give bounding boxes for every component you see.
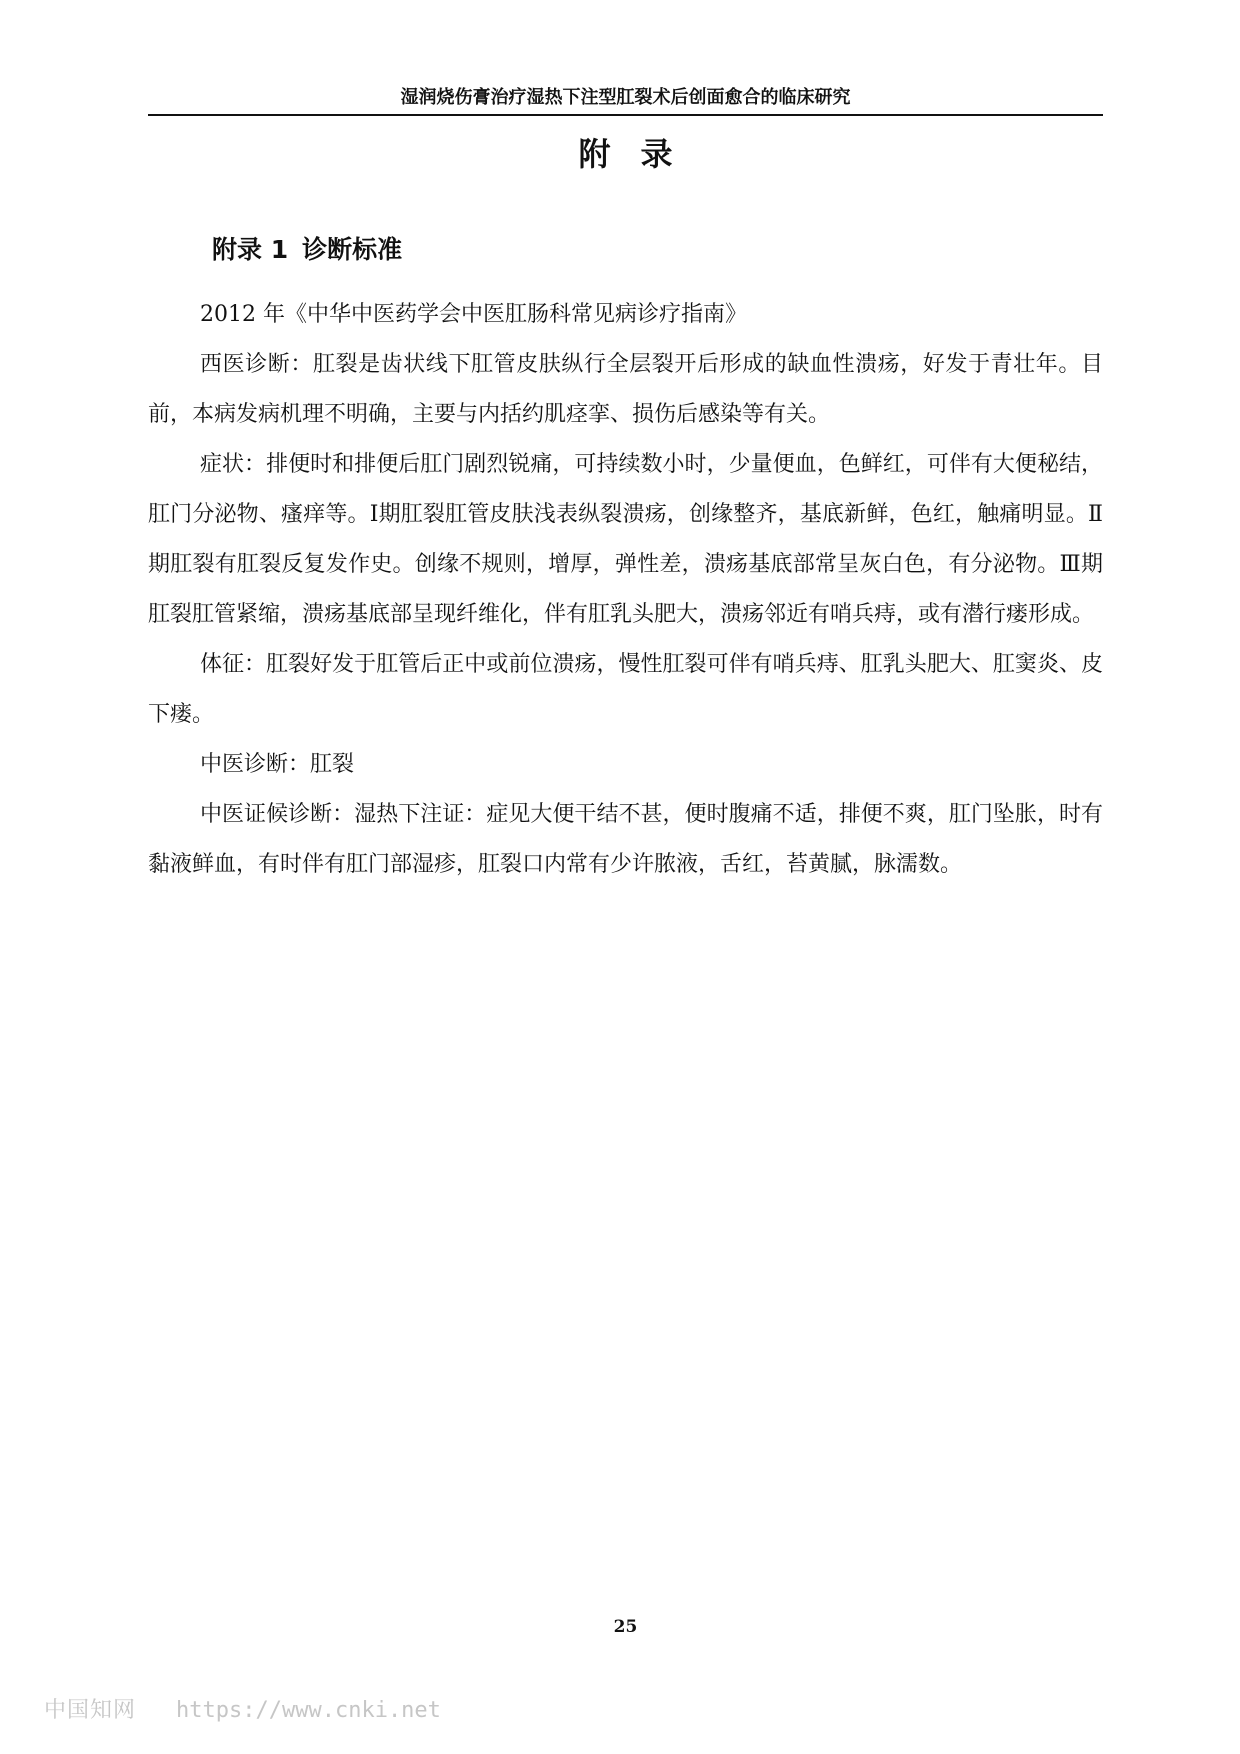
paragraph-tcm-syndrome: 中医证候诊断：湿热下注证：症见大便干结不甚，便时腹痛不适，排便不爽，肛门坠胀，时有黏液鲜血，有时伴有肛门部湿疹，肛裂口内常有少许脓液，舌红，苔黄腻，脉濡数。 bbox=[148, 802, 1103, 877]
watermark-logo-text: 中国知网 bbox=[44, 1698, 137, 1723]
paragraph-signs: 体征：肛裂好发于肛管后正中或前位溃疡，慢性肛裂可伴有哨兵痔、肛乳头肥大、肛窦炎、皮下瘘。 bbox=[148, 652, 1103, 727]
section-number: 附录 1 bbox=[212, 235, 289, 264]
section-heading bbox=[212, 232, 402, 268]
page-title: 附录 bbox=[578, 135, 703, 173]
header-rule bbox=[148, 114, 1103, 116]
watermark bbox=[44, 1697, 441, 1725]
page-number: 25 bbox=[613, 1617, 638, 1637]
paragraph-western-diagnosis: 西医诊断：肛裂是齿状线下肛管皮肤纵行全层裂开后形成的缺血性溃疡，好发于青壮年。目前，本病发病机理不明确，主要与内括约肌痉挛、损伤后感染等有关。 bbox=[148, 352, 1103, 427]
paragraph-symptoms: 症状：排便时和排便后肛门剧烈锐痛，可持续数小时，少量便血，色鲜红，可伴有大便秘结，肛门分泌物、瘙痒等。Ⅰ期肛裂肛管皮肤浅表纵裂溃疡，创缘整齐，基底新鲜，色红，触痛明显。Ⅱ期肛裂有肛裂反复发作史。创缘不规则，增厚，弹性差，溃疡基底部常呈灰白色，有分泌物。Ⅲ期肛裂肛管紧缩，溃疡基底部呈现纤维化，伴有肛乳头肥大，溃疡邻近有哨兵痔，或有潜行瘘形成。 bbox=[148, 452, 1103, 627]
paragraph-guideline-source: 2012 年《中华中医药学会中医肛肠科常见病诊疗指南》 bbox=[200, 302, 747, 327]
paragraph-tcm-diagnosis: 中医诊断：肛裂 bbox=[200, 752, 355, 777]
section-title: 诊断标准 bbox=[302, 235, 403, 264]
running-header: 湿润烧伤膏治疗湿热下注型肛裂术后创面愈合的临床研究 bbox=[400, 87, 851, 108]
body-text bbox=[148, 290, 1103, 890]
watermark-url: https://www.cnki.net bbox=[176, 1698, 441, 1723]
